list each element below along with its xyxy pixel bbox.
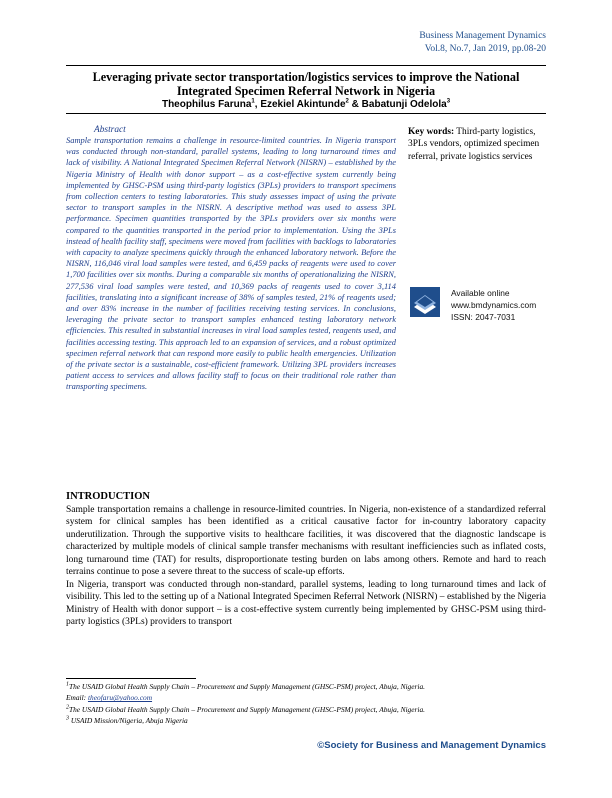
- article-title: [66, 70, 546, 98]
- abstract-heading: Abstract: [94, 125, 126, 135]
- footnotes: [66, 681, 546, 726]
- author-affiliation-mark: 3: [446, 98, 451, 105]
- introduction-heading: INTRODUCTION: [66, 491, 151, 502]
- footnote-mark: 2: [66, 704, 69, 711]
- author-email-link[interactable]: theofaru@yahoo.com: [87, 693, 153, 703]
- copyright-footer: ©Society for Business and Management Dynamics: [317, 740, 546, 751]
- journal-volume: Vol.8, No.7, Jan 2019, pp.08-20: [424, 44, 546, 54]
- footnote-divider: [66, 678, 196, 679]
- author-separator: &: [348, 99, 362, 110]
- keywords-label: Key words:: [408, 127, 455, 137]
- keywords-block: [408, 126, 548, 163]
- footnote-2: $^2$The USAID Global Health Supply Chain – Procurement and Supply Management (GHSC-PSM) project, Abuja, Nigeria.: [66, 704, 425, 714]
- header-divider: [66, 65, 546, 66]
- keywords-text: Third-party logistics, 3PLs vendors, optimized specimen referral, private logistics services: [408, 127, 540, 162]
- author-name: Ezekiel Akintunde: [260, 99, 346, 110]
- footnote-1: $^1$The USAID Global Health Supply Chain – Procurement and Supply Management (GHSC-PSM) project, Abuja, Nigeria.: [66, 681, 425, 691]
- available-online-label: Available online: [451, 288, 510, 298]
- footnote-1-email: Email: theofaru@yahoo.com: [66, 693, 153, 703]
- author-name: Theophilus Faruna: [161, 99, 252, 110]
- author-affiliation-mark: 1: [251, 98, 255, 105]
- introduction-body: [66, 504, 546, 629]
- author-name: Babatunji Odelola: [361, 99, 447, 110]
- author-separator: ,: [254, 99, 261, 110]
- author-list: [66, 99, 546, 111]
- title-line-1: Leveraging private sector transportation/logistics services to improve the National: [92, 70, 520, 84]
- issn-text: ISSN: 2047-7031: [451, 312, 516, 322]
- book-icon: [408, 285, 442, 319]
- abstract-text: Sample transportation remains a challenge in resource-limited countries. In Nigeria transport was conducted through non-standard, parallel systems, leading to long turnaround times and lack of visibility. A National Integrated Specimen Referral Network (NISRN) – established by the Nigeria Ministry of Health with donor support – as a cost-effective system currently being implemented by GHSC-PSM using third-party logistics (3PLs) providers to transport specimens from collection centers to testing laboratories. This study assesses impact of using the private sector to transport samples in the NISRN. A descriptive method was used to assess 3PL performance. Specimen quantities transported by the 3PLs providers over six months were compared to the quantities transported in the period prior to implementation. Using the 3PLs instead of health facility staff, specimens were moved from facilities with backlogs to laboratories with capacity to analyze specimens quickly through the enhanced laboratory network. Before the NISRN, 116,046 viral load samples were tested, and 6,459 packs of reagents were used to cover 1,700 facilities over six months. During a comparable six months of operationalizing the NISRN, 277,536 viral load samples were tested, and 10,369 packs of reagents used to cover 3,114 facilities, translating into a significant increase of 38% of samples tested, 21% of reagents used; and over 83% increase in the number of facilities receiving testing services. In conclusions, leveraging the private sector to transport samples enhanced testing laboratory network efficiencies. This resulted in substantial increases in viral load samples tested, reagents used, and facilities accessing testing. This approach led to an expansion of services, and a robust optimized specimen referral network that can respond more easily to public health emergencies. Utilization of the private sector is a sustainable, cost-efficient framework. Utilizing 3PL providers increases patient access to services and allows facility staff to focus on their traditional role rather than transporting specimens.: [66, 135, 396, 392]
- footnote-mark: 1: [66, 681, 69, 688]
- title-line-2: Integrated Specimen Referral Network in Nigeria: [176, 84, 436, 98]
- introduction-paragraph: In Nigeria, transport was conducted through non-standard, parallel systems, leading to long turnaround times and lack of visibility. This led to the setting up of a National Integrated Specimen Referral Network (NISRN) – established by the Nigeria Ministry of Health with donor support – is a cost-effective system currently being implemented by GHSC-PSM using third-party logistics (3PLs) providers to transport: [66, 579, 546, 628]
- introduction-paragraph: Sample transportation remains a challenge in resource-limited countries. In Nigeria, non-existence of a standardized referral system for clinical samples has been identified as a critical causative factor for in-country laboratory capacity underutilization. Through the supportive visits to healthcare facilities, it was discovered that the diagnostic landscape is characterized by multiple models of clinical sample transfer mechanisms with resultant inefficiencies such as inflated costs, long turnaround time (TAT) for results, disproportionate testing burden on labs among others. Remote and hard to reach terrains continue to pose a severe threat to the success of scale-up efforts.: [66, 505, 546, 578]
- footnote-3: $^3$ USAID Mission/Nigeria, Abuja Nigeria: [66, 715, 188, 725]
- website-link[interactable]: www.bmdynamics.com: [451, 300, 537, 310]
- title-divider: [66, 113, 546, 114]
- footnote-mark: 3: [66, 715, 69, 722]
- journal-name: Business Management Dynamics: [419, 31, 546, 41]
- availability-info: [451, 287, 536, 323]
- author-affiliation-mark: 2: [345, 98, 349, 105]
